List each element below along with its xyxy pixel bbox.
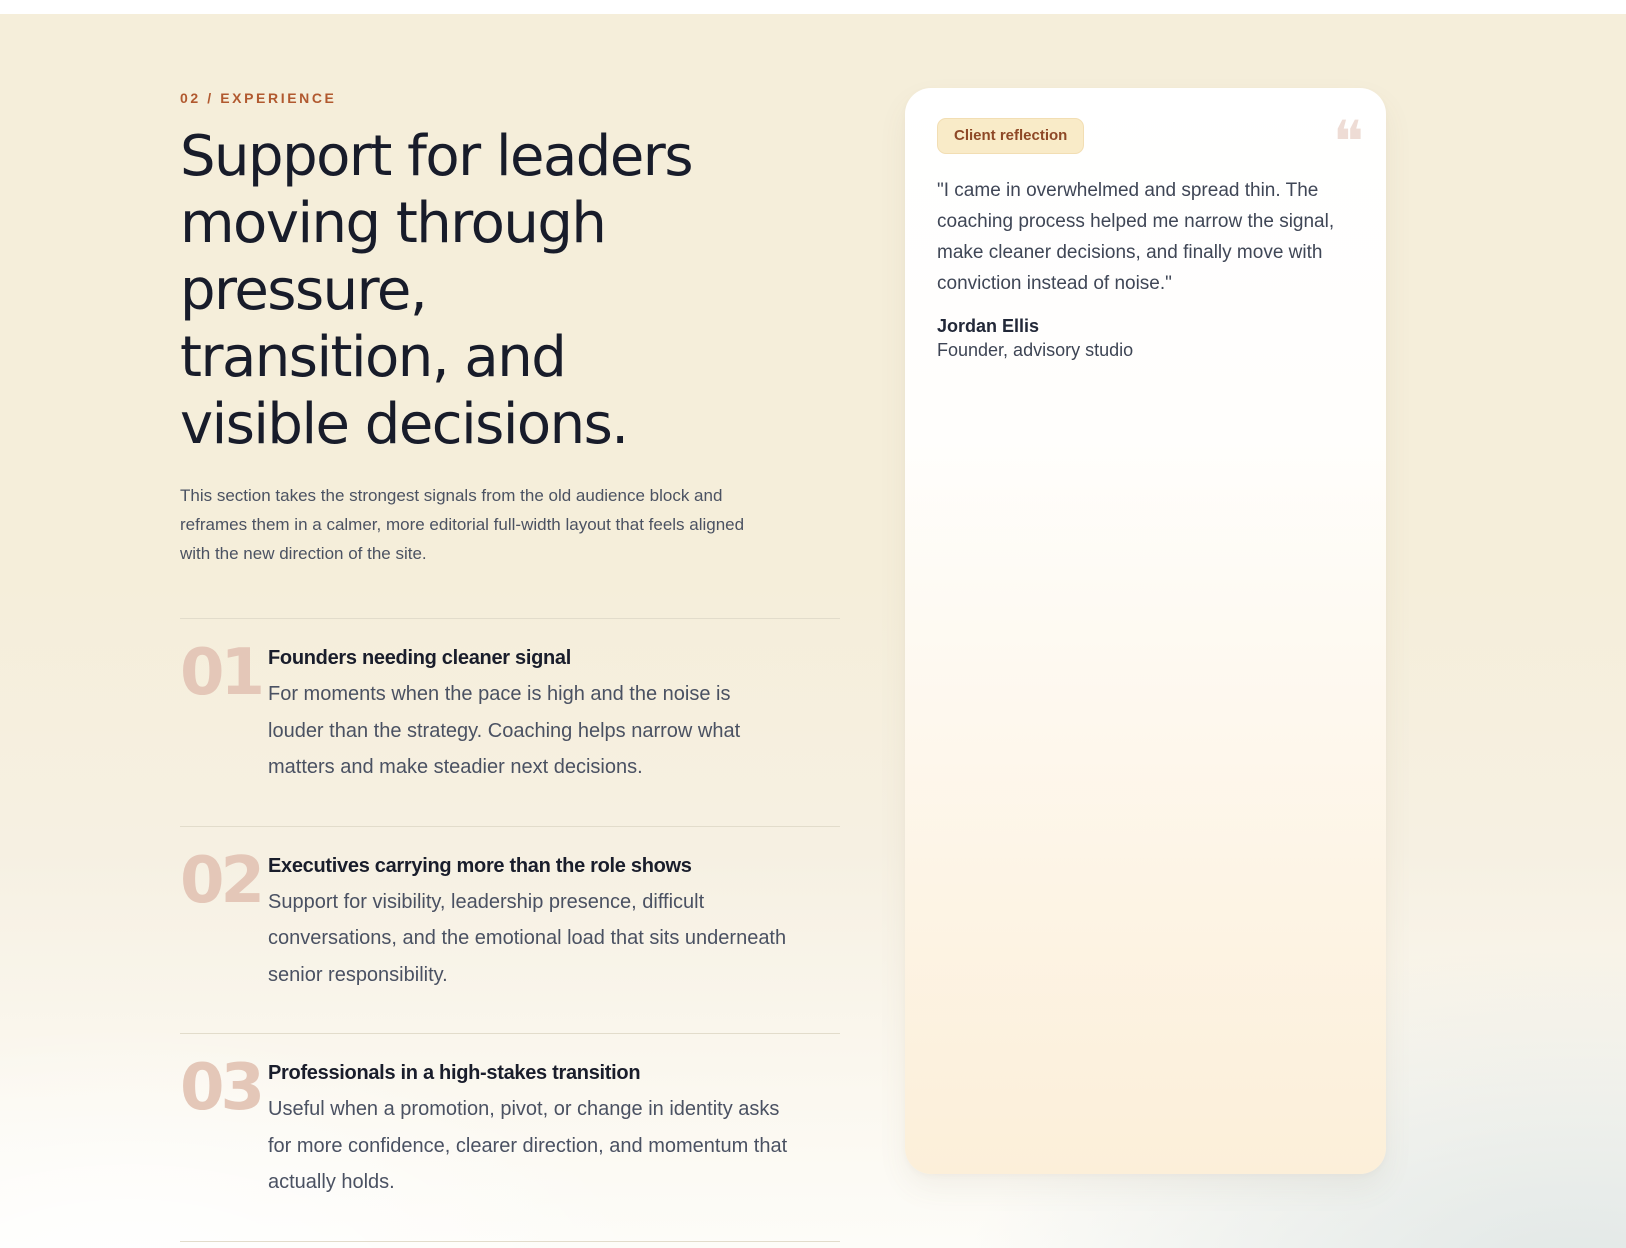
client-reflection-badge: Client reflection (937, 118, 1084, 154)
list-item-title: Professionals in a high-stakes transition (268, 1062, 641, 1084)
list-item-title: Founders needing cleaner signal (268, 647, 571, 669)
quote-mark-icon: ❝ (1332, 108, 1364, 176)
heading-line-4: transition, and (180, 325, 566, 390)
list-item-body: Support for visibility, leadership presence, difficult conversations, and the emotional load that sits underneath senior responsibility. (268, 890, 787, 986)
heading-line-1: Support for leaders (180, 124, 693, 189)
list-item-content (268, 1059, 790, 1201)
testimonial-name: Jordan Ellis (937, 316, 1040, 336)
top-white-strip (0, 0, 1626, 14)
experience-section (180, 90, 860, 1242)
list-item-body: For moments when the pace is high and the noise is louder than the strategy. Coaching helps narrow what matters and make steadier next decisions. (268, 683, 741, 778)
section-eyebrow: 02 / EXPERIENCE (180, 90, 337, 106)
heading-line-3: pressure, (180, 258, 427, 323)
section-intro: This section takes the strongest signals from the old audience block and reframes them in a calmer, more editorial full-width layout that feels aligned with the new direction of the site. (180, 486, 745, 563)
testimonial-role: Founder, advisory studio (937, 340, 1134, 360)
list-item-body: Useful when a promotion, pivot, or change in identity asks for more confidence, clearer direction, and momentum that actually holds. (268, 1098, 788, 1193)
list-item-content (268, 852, 790, 994)
list-item-title: Executives carrying more than the role shows (268, 854, 692, 877)
audience-list (180, 618, 840, 1242)
testimonial-card (905, 88, 1386, 1174)
list-item (180, 826, 840, 1034)
list-item-number: 03 (180, 1051, 262, 1125)
list-item-content (268, 644, 790, 786)
heading-line-5: visible decisions. (180, 392, 628, 457)
list-item (180, 1033, 840, 1242)
list-item-number: 02 (180, 843, 262, 918)
testimonial-quote: "I came in overwhelmed and spread thin. The coaching process helped me narrow the signal, make cleaner decisions, and finally move with conviction instead of noise." (937, 180, 1335, 294)
list-item-number: 01 (180, 636, 262, 710)
section-heading (180, 123, 860, 458)
list-item (180, 618, 840, 826)
heading-line-2: moving through (180, 191, 606, 256)
